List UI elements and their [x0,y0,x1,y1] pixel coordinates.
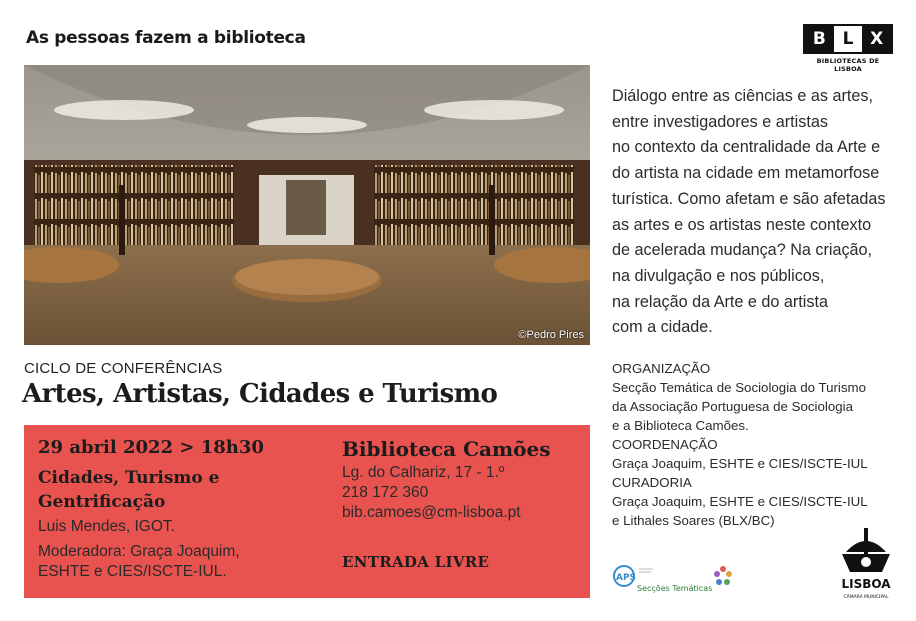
description-line: no contexto da centralidade da Arte e [612,138,881,157]
credits-heading-organization: ORGANIZAÇÃO [612,361,711,376]
description-line: turística. Como afetam e são afetadas [612,189,886,208]
credits [612,359,912,530]
lisboa-logo [836,524,896,608]
description-line: na divulgação e nos públicos, [612,266,825,285]
description-line: na relação da Arte e do artista [612,292,828,311]
venue-contact [342,463,521,523]
description-line: Diálogo entre as ciências e as artes, [612,87,873,105]
talk-title: Cidades, Turismo e Gentrificação [38,468,220,512]
logo-letter-x: X [862,26,891,52]
venue-phone: 218 172 360 [342,484,429,501]
description-line: do artista na cidade em metamorfose [612,164,880,183]
credits-line: da Associação Portuguesa de Sociologia [612,399,853,414]
logo-letter-b: B [805,26,834,52]
event-series: CICLO DE CONFERÊNCIAS [24,360,223,377]
venue-email[interactable]: bib.camoes@cm-lisboa.pt [342,504,521,521]
description-line: com a cidade. [612,318,713,337]
tagline: As pessoas fazem a biblioteca [26,28,306,48]
description-line: as artes e os artistas neste contexto [612,215,872,234]
aps-label: Secções Temáticas [637,584,713,593]
logo-subtitle: BIBLIOTECAS DE LISBOA [816,57,880,73]
credits-line: e a Biblioteca Camões. [612,418,749,433]
credits-line: Secção Temática de Sociologia do Turismo [612,380,867,395]
library-panorama-image [24,65,590,345]
entry-note: ENTRADA LIVRE [342,553,490,571]
credits-heading-coordination: COORDENAÇÃO [612,437,718,452]
credits-line: Graça Joaquim, ESHTE e CIES/ISCTE-IUL [612,456,868,471]
blx-logo [803,24,893,73]
event-info-panel [24,425,590,598]
credits-line: Graça Joaquim, ESHTE e CIES/ISCTE-IUL [612,494,868,509]
speaker: Luis Mendes, IGOT. [38,518,175,535]
event-date-time: 29 abril 2022 > 18h30 [38,437,264,458]
lisboa-name: LISBOA [841,577,891,591]
venue-address: Lg. do Calhariz, 17 - 1.º [342,464,505,481]
aps-logo [613,563,738,599]
lisboa-subtitle: CÂMARA MUNICIPAL [843,595,889,600]
aps-initials: APS [616,573,637,583]
venue-name: Biblioteca Camões [342,437,551,461]
credits-heading-curation: CURADORIA [612,475,692,490]
photo-credit: ©Pedro Pires [518,329,584,341]
description [612,84,902,341]
library-photo [24,65,590,345]
credits-line: e Lithales Soares (BLX/BC) [612,513,775,528]
description-line: de acelerada mudança? Na criação, [612,241,873,260]
event-title: Artes, Artistas, Cidades e Turismo [22,379,498,409]
logo-letter-l: L [834,26,863,52]
moderator: Moderadora: Graça Joaquim, ESHTE e CIES/ISCTE-IUL. [38,543,240,580]
description-line: entre investigadores e artistas [612,112,828,131]
